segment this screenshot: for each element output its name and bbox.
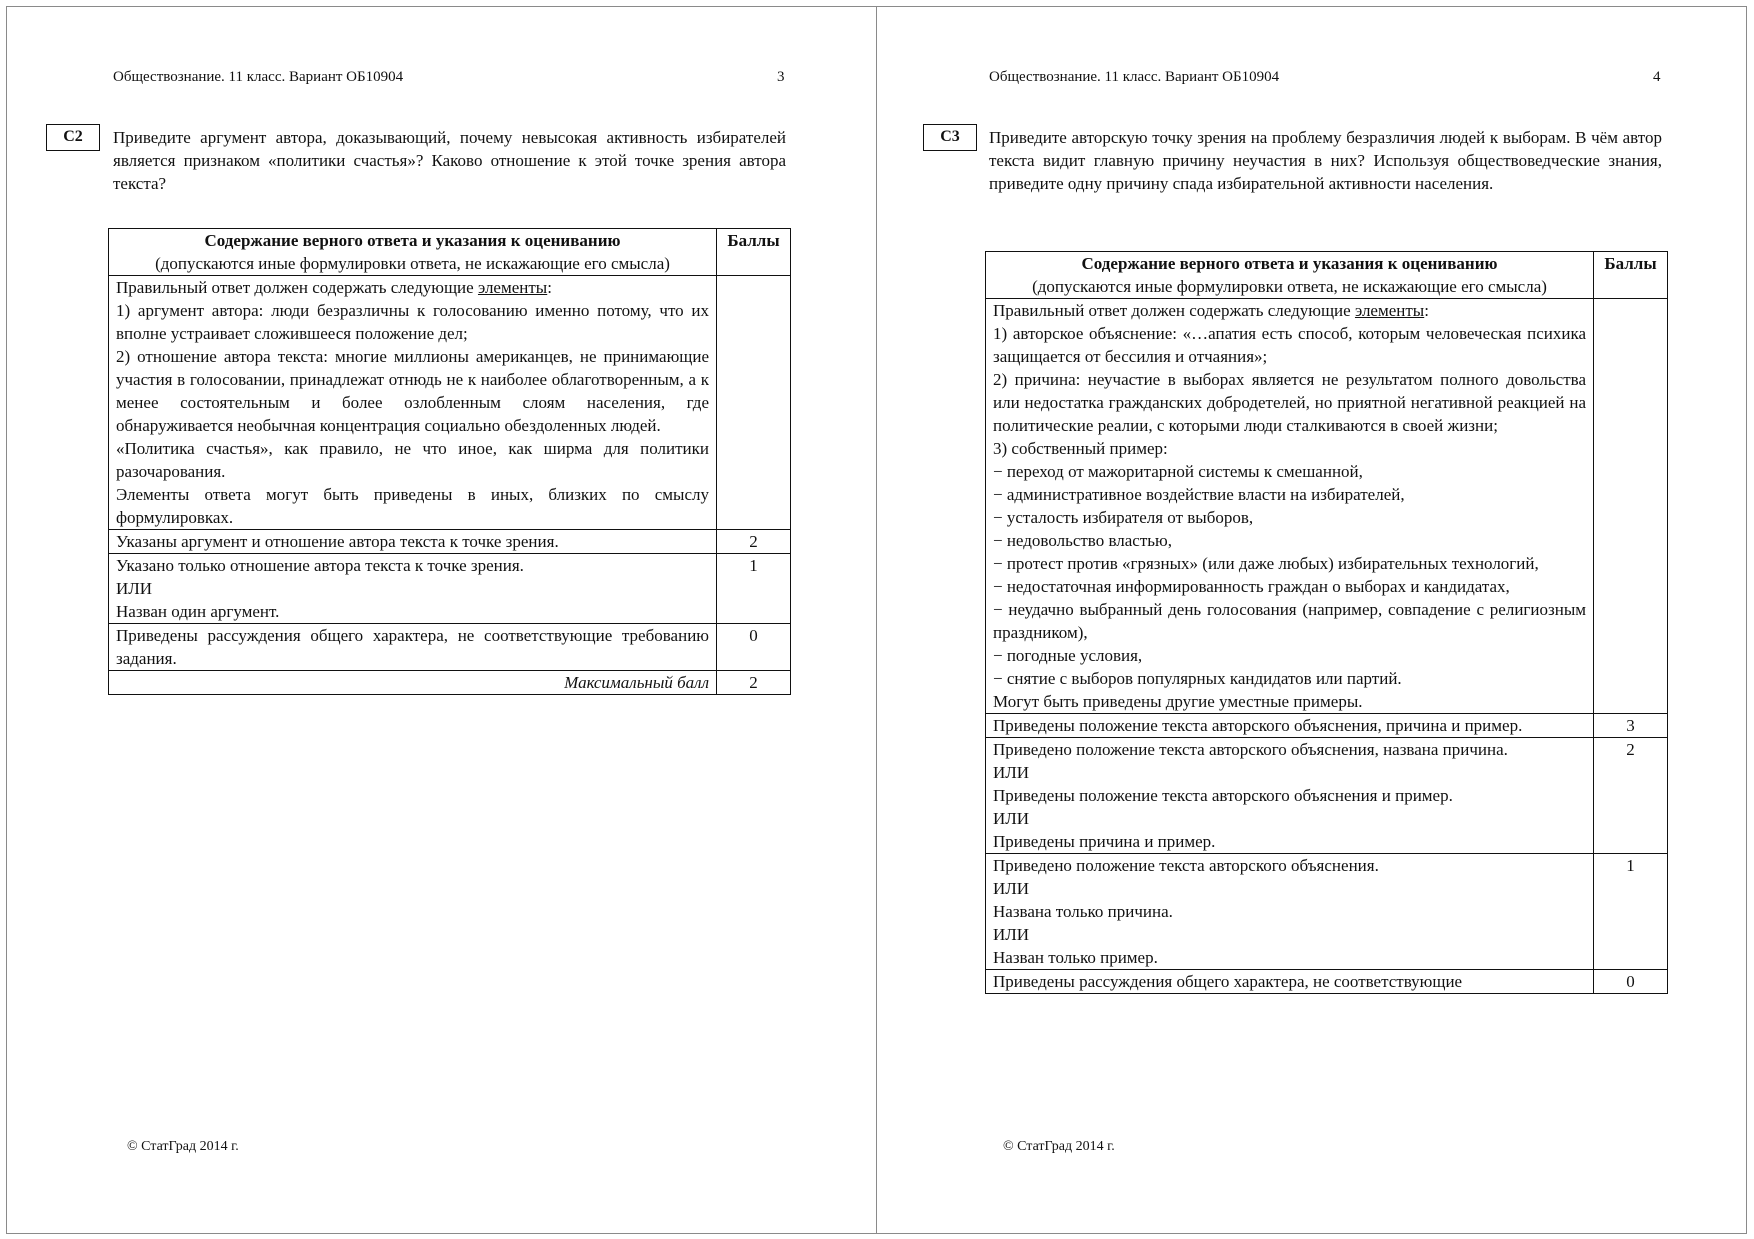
question-label: С2 (46, 124, 100, 151)
header-main: Содержание верного ответа и указания к оцениванию (1081, 254, 1498, 273)
scoring-table (985, 251, 1668, 994)
max-score-label: Максимальный балл (109, 671, 717, 695)
page-header (113, 69, 403, 86)
right-page (877, 0, 1754, 1239)
criteria-text: Приведены положение текста авторского объяснения, причина и пример. (986, 714, 1594, 738)
header-content-cell (109, 229, 717, 276)
criteria-text: Приведены рассуждения общего характера, не соответствующие (986, 970, 1594, 994)
page-number: 3 (777, 69, 785, 85)
answer-content-cell (109, 276, 717, 530)
table-header-row (109, 229, 791, 276)
criteria-row (986, 714, 1668, 738)
criteria-score: 0 (1594, 970, 1668, 994)
content-item: 3) собственный пример: (993, 439, 1168, 458)
question-label: С3 (923, 124, 977, 151)
criteria-score: 3 (1594, 714, 1668, 738)
content-item: − недовольство властью, (993, 531, 1172, 550)
header-score: Баллы (1594, 252, 1668, 299)
criteria-score: 1 (717, 554, 791, 624)
header-score: Баллы (717, 229, 791, 276)
criteria-text: Указано только отношение автора текста к точке зрения. ИЛИ Назван один аргумент. (109, 554, 717, 624)
empty-score-cell (1594, 299, 1668, 714)
content-item: Элементы ответа могут быть приведены в иных, близких по смыслу формулировках. (116, 485, 709, 527)
content-intro: Правильный ответ должен содержать следующие элементы: (993, 301, 1429, 320)
question-text: Приведите аргумент автора, доказывающий, почему невысокая активность избирателей является признаком «политики счастья»? Каково отношение к этой точке зрения автора текста? (113, 128, 786, 193)
header-main: Содержание верного ответа и указания к оцениванию (204, 231, 621, 250)
page-footer: © СтатГрад 2014 г. (1003, 1139, 1115, 1154)
content-item: 2) причина: неучастие в выборах является не результатом полного довольства или недостатка гражданских добродетелей, но приятной негативной реакцией на политические реалии, с которыми люди сталкиваются в своей жизни; (993, 370, 1586, 435)
header-title: Обществознание. 11 класс. Вариант ОБ10904 (113, 69, 404, 85)
header-title: Обществознание. 11 класс. Вариант ОБ10904 (989, 69, 1280, 85)
answer-content-row (986, 299, 1668, 714)
criteria-text: Приведено положение текста авторского объяснения. ИЛИ Названа только причина. ИЛИ Назван только пример. (986, 854, 1594, 970)
content-item: 2) отношение автора текста: многие миллионы американцев, не принимающие участия в голосовании, принадлежат отнюдь не к наиболее облаготворенным, а к менее состоятельным и более озлобленным слоям населения, где обнаруживается необычная концентрация социально обездоленных людей. (116, 347, 709, 435)
table-header-row (986, 252, 1668, 299)
content-item: − недостаточная информированность граждан о выборах и кандидатах, (993, 577, 1510, 596)
criteria-score: 0 (717, 624, 791, 671)
criteria-row (986, 854, 1668, 970)
criteria-score: 2 (1594, 738, 1668, 854)
content-item: − снятие с выборов популярных кандидатов или партий. (993, 669, 1402, 688)
question-text: Приведите авторскую точку зрения на проблему безразличия людей к выборам. В чём автор текста видит главную причину неучастия в них? Используя обществоведческие знания, приведите одну причину спада избирательной активности населения. (989, 128, 1662, 193)
content-item: − неудачно выбранный день голосования (например, совпадение с религиозным праздником), (993, 600, 1586, 642)
header-content-cell (986, 252, 1594, 299)
criteria-row (109, 554, 791, 624)
content-item: «Политика счастья», как правило, не что иное, как ширма для политики разочарования. (116, 439, 709, 481)
criteria-row (986, 738, 1668, 854)
criteria-text: Приведено положение текста авторского объяснения, названа причина. ИЛИ Приведены положение текста авторского объяснения и пример. ИЛИ Приведены причина и пример. (986, 738, 1594, 854)
criteria-score: 2 (717, 530, 791, 554)
content-intro: Правильный ответ должен содержать следующие элементы: (116, 278, 552, 297)
header-sub: (допускаются иные формулировки ответа, не искажающие его смысла) (1032, 277, 1547, 296)
content-item: − протест против «грязных» (или даже любых) избирательных технологий, (993, 554, 1539, 573)
criteria-row (109, 530, 791, 554)
page-header (989, 69, 1279, 86)
empty-score-cell (717, 276, 791, 530)
criteria-text: Приведены рассуждения общего характера, не соответствующие требованию задания. (109, 624, 717, 671)
answer-content-cell (986, 299, 1594, 714)
content-item: − административное воздействие власти на избирателей, (993, 485, 1405, 504)
answer-content-row (109, 276, 791, 530)
criteria-row (986, 970, 1668, 994)
header-sub: (допускаются иные формулировки ответа, не искажающие его смысла) (155, 254, 670, 273)
criteria-text: Указаны аргумент и отношение автора текста к точке зрения. (109, 530, 717, 554)
criteria-score: 1 (1594, 854, 1668, 970)
content-item: Могут быть приведены другие уместные примеры. (993, 692, 1363, 711)
max-score-row (109, 671, 791, 695)
scoring-table (108, 228, 791, 695)
content-item: − погодные условия, (993, 646, 1143, 665)
content-item: − усталость избирателя от выборов, (993, 508, 1254, 527)
content-item: 1) авторское объяснение: «…апатия есть способ, которым человеческая психика защищается от бессилия и отчаяния»; (993, 324, 1586, 366)
page-footer: © СтатГрад 2014 г. (127, 1139, 239, 1154)
content-item: 1) аргумент автора: люди безразличны к голосованию именно потому, что их вполне устраивает сложившееся положение дел; (116, 301, 709, 343)
content-item: − переход от мажоритарной системы к смешанной, (993, 462, 1363, 481)
page-number: 4 (1653, 69, 1661, 85)
criteria-row (109, 624, 791, 671)
max-score-value: 2 (717, 671, 791, 695)
